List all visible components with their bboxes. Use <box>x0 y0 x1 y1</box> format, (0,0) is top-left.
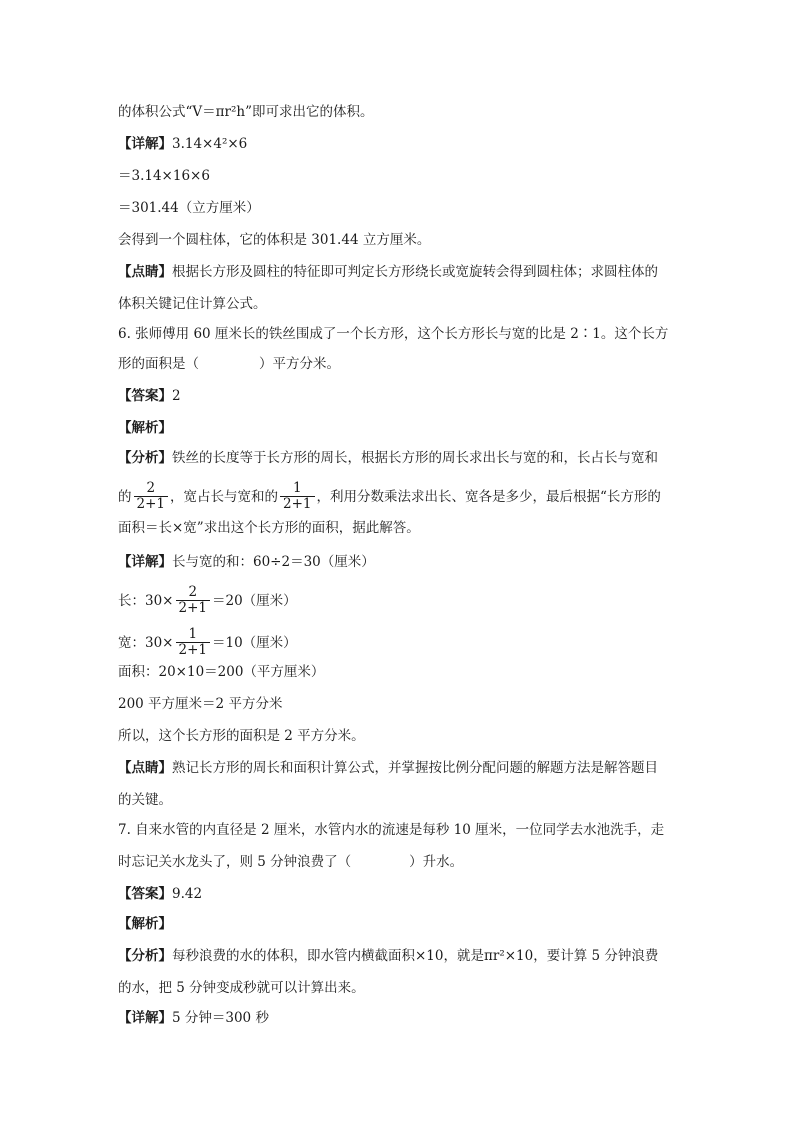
calc-line: ＝3.14×16×6 <box>118 168 210 184</box>
text-line: 的关键。 <box>118 792 172 808</box>
analysis-line-1: 【分析】每秒浪费的水的体积，即水管内横截面积×10，就是πr²×10，要计算 5 分钟浪费 <box>118 948 659 964</box>
section-tag: 【点睛】 <box>118 760 172 776</box>
fraction: $\frac{1}{2+1}$ <box>280 481 315 512</box>
answer-value: 2 <box>172 388 181 404</box>
comment-line: 【点睛】根据长方形及圆柱的特征即可判定长方形绕长或宽旋转会得到圆柱体；求圆柱体的 <box>118 264 658 280</box>
analysis-heading: 【解析】 <box>118 420 172 436</box>
analysis-line-2: 的 $\frac{2}{2+1}$ ，宽占长与宽和的 $\frac{1}{2+1}$ ，利用分数乘法求出长、宽各是多少，最后根据“长方形的 <box>118 480 661 512</box>
answer-tag: 【答案】 <box>118 886 172 902</box>
section-tag: 【点睛】 <box>118 264 172 280</box>
answer-line <box>118 884 202 904</box>
calc-line: ＝301.44（立方厘米） <box>118 200 260 216</box>
fraction: $\frac{2}{2+1}$ <box>176 585 211 616</box>
text-line: 的体积公式“V＝πr²h”即可求出它的体积。 <box>118 104 374 120</box>
analysis-heading: 【解析】 <box>118 916 172 932</box>
detail-line: 【详解】长与宽的和：60÷2＝30（厘米） <box>118 554 375 570</box>
detail-line: 【详解】5 分钟＝300 秒 <box>118 1010 269 1026</box>
answer-tag: 【答案】 <box>118 388 172 404</box>
section-tag: 【详解】 <box>118 554 172 570</box>
section-tag: 【分析】 <box>118 450 172 466</box>
section-tag: 【详解】 <box>118 136 172 152</box>
area-calc-line: 面积：20×10＝200（平方厘米） <box>118 664 325 680</box>
question-6-line-1: 6. 张师傅用 60 厘米长的铁丝围成了一个长方形，这个长方形长与宽的比是 2∶1。这个长方 <box>118 326 669 342</box>
text-line: 体积关键记住计算公式。 <box>118 296 267 312</box>
comment-line: 【点睛】熟记长方形的周长和面积计算公式，并掌握按比例分配问题的解题方法是解答题目 <box>118 760 658 776</box>
detail-line: 【详解】3.14×4²×6 <box>118 136 248 152</box>
conversion-line: 200 平方厘米＝2 平方分米 <box>118 696 283 712</box>
length-calc-line: 长：30× $\frac{2}{2+1}$ ＝20（厘米） <box>118 584 297 616</box>
analysis-line-2: 的水，把 5 分钟变成秒就可以计算出来。 <box>118 980 365 996</box>
conclusion-line: 所以，这个长方形的面积是 2 平方分米。 <box>118 728 365 744</box>
width-calc-line: 宽：30× $\frac{1}{2+1}$ ＝10（厘米） <box>118 626 297 658</box>
section-tag: 【分析】 <box>118 948 172 964</box>
text-line: 会得到一个圆柱体，它的体积是 301.44 立方厘米。 <box>118 232 431 248</box>
analysis-line-3: 面积＝长×宽”求出这个长方形的面积，据此解答。 <box>118 520 420 536</box>
question-6-line-2: 形的面积是（ ）平方分米。 <box>118 356 340 372</box>
fraction: $\frac{2}{2+1}$ <box>134 481 169 512</box>
answer-line <box>118 386 181 406</box>
question-7-line-2: 时忘记关水龙头了，则 5 分钟浪费了（ ）升水。 <box>118 854 464 870</box>
analysis-line-1: 【分析】铁丝的长度等于长方形的周长，根据长方形的周长求出长与宽的和，长占长与宽和 <box>118 450 658 466</box>
answer-value: 9.42 <box>172 886 203 902</box>
section-tag: 【详解】 <box>118 1010 172 1026</box>
fraction: $\frac{1}{2+1}$ <box>176 627 211 658</box>
question-7-line-1: 7. 自来水管的内直径是 2 厘米，水管内水的流速是每秒 10 厘米，一位同学去水池洗手，走 <box>118 822 665 838</box>
